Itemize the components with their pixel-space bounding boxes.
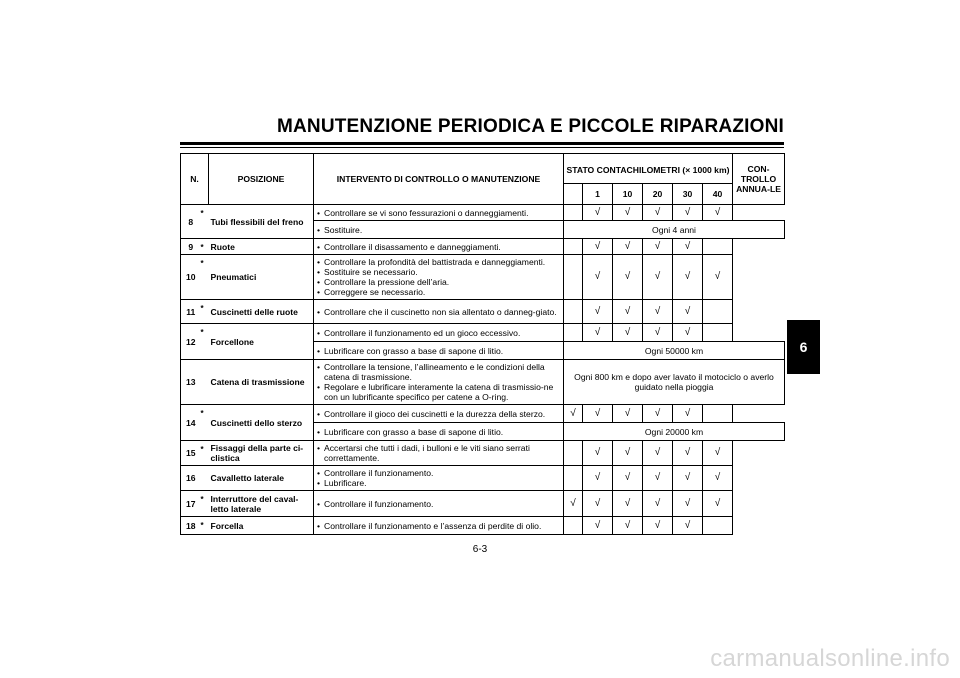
interval-note: Ogni 800 km e dopo aver lavato il motociclo o averlo guidato nella pioggia — [564, 360, 785, 405]
km-check-cell: √ — [673, 255, 703, 300]
km-check-cell: √ — [613, 255, 643, 300]
km-check-cell: √ — [673, 324, 703, 342]
interval-note: Ogni 4 anni — [564, 221, 785, 239]
action-text: Controllare il funzionamento ed un gioco eccessivo. — [324, 327, 521, 338]
action-line — [317, 521, 560, 531]
km-check-cell: √ — [583, 300, 613, 324]
action-line — [317, 346, 560, 356]
page-number: 6-3 — [472, 544, 488, 555]
action-line — [317, 307, 560, 317]
item-actions — [314, 466, 564, 491]
item-position: Interruttore del caval-letto laterale — [209, 491, 314, 517]
bullet-icon: • — [317, 241, 321, 252]
item-actions — [314, 205, 564, 221]
item-actions — [314, 405, 564, 423]
action-line — [317, 499, 560, 509]
km-check-cell — [564, 205, 583, 221]
item-position: Pneumatici — [209, 255, 314, 300]
item-star: * — [201, 239, 209, 255]
action-text: Sostituire se necessario. — [324, 267, 418, 277]
annual-check-cell: √ — [703, 205, 733, 221]
table-row — [181, 517, 785, 535]
table-row — [181, 405, 785, 423]
chapter-tab: 6 — [787, 320, 820, 374]
action-text: Controllare il funzionamento. — [324, 468, 434, 478]
km-check-cell: √ — [583, 466, 613, 491]
km-check-cell: √ — [643, 405, 673, 423]
interval-note: Ogni 50000 km — [564, 342, 785, 360]
km-check-cell: √ — [613, 466, 643, 491]
km-check-cell: √ — [583, 405, 613, 423]
action-line — [317, 267, 560, 277]
bullet-icon: • — [317, 345, 321, 356]
action-text: Controllare che il cuscinetto non sia allentato o danneg-giato. — [324, 306, 557, 317]
item-actions — [314, 360, 564, 405]
item-position: Forcellone — [209, 324, 314, 360]
km-check-cell: √ — [613, 239, 643, 255]
km-check-cell: √ — [583, 441, 613, 466]
item-star: * — [201, 205, 209, 239]
km-check-cell: √ — [673, 466, 703, 491]
km-check-cell — [564, 441, 583, 466]
bullet-icon: • — [317, 362, 321, 372]
action-line — [317, 409, 560, 419]
item-number: 13 — [181, 360, 201, 405]
action-text: Controllare il disassamento e danneggiamenti. — [324, 241, 501, 252]
table-row — [181, 491, 785, 517]
km-check-cell — [564, 255, 583, 300]
annual-check-cell: √ — [703, 491, 733, 517]
item-star: * — [201, 405, 209, 441]
item-number: 12 — [181, 324, 201, 360]
item-position: Cavalletto laterale — [209, 466, 314, 491]
bullet-icon: • — [317, 257, 321, 267]
annual-check-cell — [703, 324, 733, 342]
km-check-cell: √ — [643, 239, 673, 255]
header-n: N. — [181, 154, 209, 205]
action-line — [317, 287, 560, 297]
km-check-cell: √ — [613, 405, 643, 423]
annual-check-cell — [703, 405, 733, 423]
table-row — [181, 205, 785, 221]
annual-check-cell — [703, 239, 733, 255]
km-check-cell: √ — [643, 517, 673, 535]
action-line — [317, 478, 560, 488]
action-text: Controllare la profondità del battistrada e danneggiamenti. — [324, 257, 546, 267]
action-text: Correggere se necessario. — [324, 287, 426, 297]
action-text: Controllare il gioco dei cuscinetti e la durezza della sterzo. — [324, 408, 546, 419]
item-actions — [314, 255, 564, 300]
bullet-icon: • — [317, 468, 321, 478]
action-text: Regolare e lubrificare interamente la catena di trasmissio-ne con un lubrificante specifico per catene a O-ring. — [324, 382, 554, 402]
header-intervento: INTERVENTO DI CONTROLLO O MANUTENZIONE — [314, 154, 564, 205]
header-km-40: 40 — [703, 184, 733, 205]
km-check-cell: √ — [673, 205, 703, 221]
km-check-cell: √ — [613, 300, 643, 324]
action-text: Lubrificare con grasso a base di sapone di litio. — [324, 426, 504, 437]
action-line — [317, 225, 560, 235]
item-star — [201, 466, 209, 491]
bullet-icon: • — [317, 426, 321, 437]
km-check-cell: √ — [673, 441, 703, 466]
action-line — [317, 468, 560, 478]
item-number: 18 — [181, 517, 201, 535]
km-check-cell — [564, 466, 583, 491]
bullet-icon: • — [317, 520, 321, 531]
header-km-10: 10 — [613, 184, 643, 205]
item-star: * — [201, 255, 209, 300]
annual-check-cell — [703, 517, 733, 535]
action-line — [317, 208, 560, 218]
interval-note: Ogni 20000 km — [564, 423, 785, 441]
table-row — [181, 239, 785, 255]
item-position: Forcella — [209, 517, 314, 535]
km-check-cell — [564, 517, 583, 535]
km-check-cell: √ — [613, 517, 643, 535]
action-line — [317, 382, 560, 402]
bullet-icon: • — [317, 267, 321, 277]
header-posizione: POSIZIONE — [209, 154, 314, 205]
km-check-cell: √ — [643, 255, 673, 300]
km-check-cell: √ — [583, 491, 613, 517]
header-controllo-annuale: CON-TROLLO ANNUA-LE — [733, 154, 785, 205]
item-position: Cuscinetti delle ruote — [209, 300, 314, 324]
km-check-cell: √ — [583, 205, 613, 221]
action-text: Sostituire. — [324, 224, 363, 235]
km-check-cell — [564, 239, 583, 255]
item-number: 10 — [181, 255, 201, 300]
km-check-cell: √ — [673, 405, 703, 423]
item-position: Catena di trasmissione — [209, 360, 314, 405]
header-stato-contachilometri: STATO CONTACHILOMETRI (× 1000 km) — [564, 154, 733, 184]
km-check-cell: √ — [613, 205, 643, 221]
table-row — [181, 255, 785, 300]
title-rule-thin — [180, 147, 784, 148]
table-row — [181, 466, 785, 491]
km-check-cell — [564, 324, 583, 342]
item-actions — [314, 423, 564, 441]
item-number: 11 — [181, 300, 201, 324]
maintenance-table — [180, 153, 785, 535]
action-line — [317, 328, 560, 338]
bullet-icon: • — [317, 327, 321, 338]
km-check-cell: √ — [643, 441, 673, 466]
km-check-cell: √ — [583, 517, 613, 535]
table-row — [181, 300, 785, 324]
bullet-icon: • — [317, 224, 321, 235]
item-actions — [314, 239, 564, 255]
item-star — [201, 360, 209, 405]
action-text: Controllare la pressione dell’aria. — [324, 277, 450, 287]
bullet-icon: • — [317, 408, 321, 419]
km-check-cell: √ — [643, 466, 673, 491]
km-check-cell: √ — [673, 239, 703, 255]
action-line — [317, 277, 560, 287]
item-number: 9 — [181, 239, 201, 255]
title-rule — [180, 142, 784, 145]
km-check-cell: √ — [673, 517, 703, 535]
km-check-cell: √ — [564, 491, 583, 517]
bullet-icon: • — [317, 498, 321, 509]
km-check-cell: √ — [583, 255, 613, 300]
item-actions — [314, 221, 564, 239]
item-star: * — [201, 300, 209, 324]
item-actions — [314, 441, 564, 466]
bullet-icon: • — [317, 443, 321, 453]
item-position: Tubi flessibili del freno — [209, 205, 314, 239]
watermark: carmanualsonline.info — [710, 645, 950, 672]
km-check-cell: √ — [583, 324, 613, 342]
km-check-cell: √ — [673, 300, 703, 324]
item-position: Fissaggi della parte ci-clistica — [209, 441, 314, 466]
km-check-cell: √ — [613, 441, 643, 466]
km-check-cell: √ — [613, 324, 643, 342]
header-km-20: 20 — [643, 184, 673, 205]
item-actions — [314, 324, 564, 342]
km-check-cell: √ — [643, 491, 673, 517]
item-actions — [314, 491, 564, 517]
item-position: Ruote — [209, 239, 314, 255]
km-check-cell: √ — [643, 300, 673, 324]
km-check-cell: √ — [583, 239, 613, 255]
km-check-cell — [564, 300, 583, 324]
item-star: * — [201, 517, 209, 535]
km-check-cell: √ — [673, 491, 703, 517]
action-line — [317, 257, 560, 267]
item-star: * — [201, 491, 209, 517]
item-position: Cuscinetti dello sterzo — [209, 405, 314, 441]
page-title: MANUTENZIONE PERIODICA E PICCOLE RIPARAZIONI — [276, 116, 784, 137]
item-actions — [314, 342, 564, 360]
action-text: Controllare il funzionamento e l’assenza di perdite di olio. — [324, 520, 542, 531]
header-km-1: 1 — [583, 184, 613, 205]
bullet-icon: • — [317, 306, 321, 317]
table-row — [181, 441, 785, 466]
header-km-spacer — [564, 184, 583, 205]
item-number: 16 — [181, 466, 201, 491]
km-check-cell: √ — [643, 324, 673, 342]
action-line — [317, 362, 560, 382]
bullet-icon: • — [317, 277, 321, 287]
action-text: Lubrificare. — [324, 478, 367, 488]
item-star: * — [201, 441, 209, 466]
action-line — [317, 427, 560, 437]
item-actions — [314, 517, 564, 535]
action-text: Controllare la tensione, l’allineamento e le condizioni della catena di trasmissione. — [324, 362, 545, 382]
item-actions — [314, 300, 564, 324]
km-check-cell: √ — [643, 205, 673, 221]
table-row — [181, 360, 785, 405]
km-check-cell: √ — [564, 405, 583, 423]
item-number: 17 — [181, 491, 201, 517]
action-line — [317, 242, 560, 252]
action-text: Lubrificare con grasso a base di sapone di litio. — [324, 345, 504, 356]
annual-check-cell — [703, 300, 733, 324]
annual-check-cell: √ — [703, 255, 733, 300]
action-text: Controllare il funzionamento. — [324, 498, 434, 509]
action-text: Controllare se vi sono fessurazioni o danneggiamenti. — [324, 207, 529, 218]
table-row — [181, 324, 785, 342]
item-number: 15 — [181, 441, 201, 466]
bullet-icon: • — [317, 287, 321, 297]
bullet-icon: • — [317, 382, 321, 392]
bullet-icon: • — [317, 478, 321, 488]
annual-check-cell: √ — [703, 441, 733, 466]
annual-check-cell: √ — [703, 466, 733, 491]
km-check-cell: √ — [613, 491, 643, 517]
item-number: 8 — [181, 205, 201, 239]
bullet-icon: • — [317, 207, 321, 218]
header-km-30: 30 — [673, 184, 703, 205]
action-text: Accertarsi che tutti i dadi, i bulloni e le viti siano serrati correttamente. — [324, 443, 530, 463]
action-line — [317, 443, 560, 463]
item-number: 14 — [181, 405, 201, 441]
item-star: * — [201, 324, 209, 360]
